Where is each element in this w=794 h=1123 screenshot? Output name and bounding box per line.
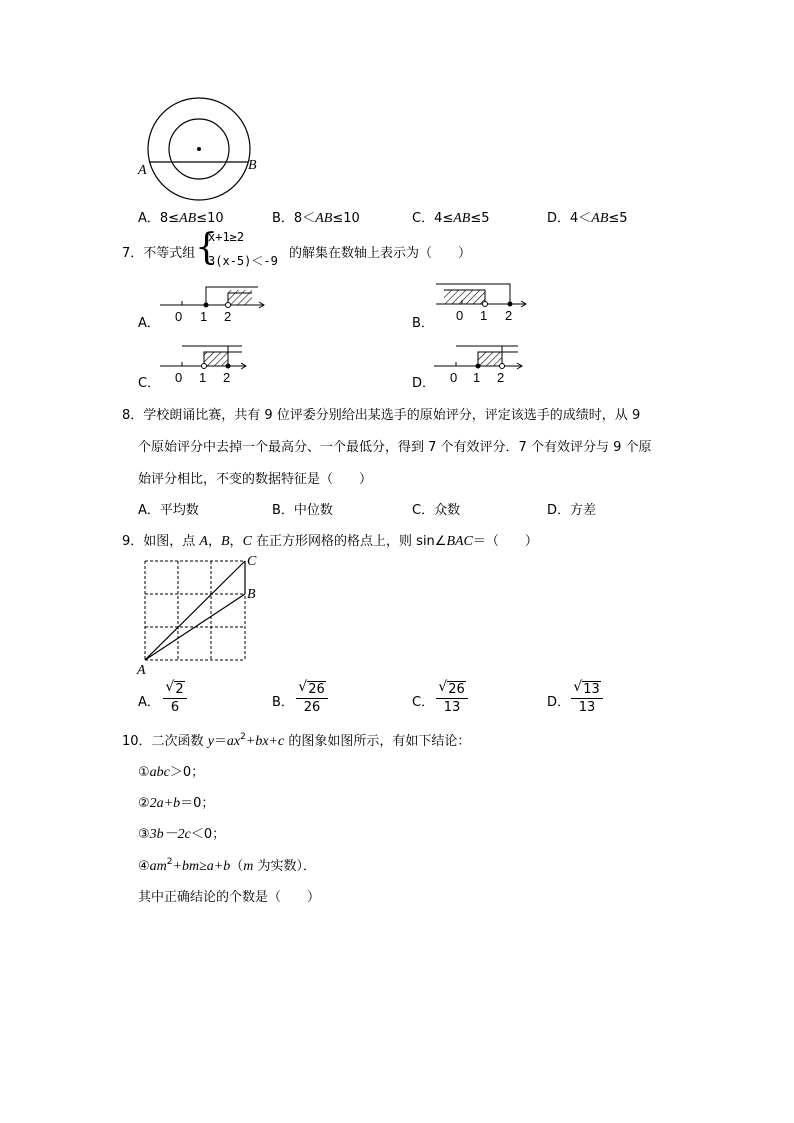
relation: ＜0； — [190, 827, 226, 842]
q9-stem — [122, 530, 538, 550]
tick-label-2: 2 — [224, 309, 232, 324]
q7-inequality-2: 3(x-5)＜-9 — [208, 254, 278, 268]
solution-hatch — [204, 352, 228, 366]
q6-option-a[interactable] — [138, 207, 224, 227]
option-label: D． — [547, 503, 571, 518]
q10-question-footer: 其中正确结论的个数是（ ） — [138, 890, 321, 905]
stem-text: ， — [229, 534, 243, 549]
q10-conclusion-2 — [138, 792, 214, 812]
point-b-label: B — [247, 587, 256, 602]
circled-number: ② — [138, 796, 150, 811]
open-dot — [500, 364, 505, 369]
option-var: AB — [315, 211, 333, 226]
option-text: 中位数 — [293, 503, 333, 518]
denominator: 13 — [443, 700, 461, 715]
expression: 3b－2c — [149, 827, 191, 842]
tick-label-1: 1 — [199, 370, 207, 385]
expression: am — [149, 859, 167, 874]
stem-text: 10．二次函数 — [122, 734, 208, 749]
radicand: 26 — [308, 682, 325, 697]
tick-label-1: 1 — [200, 309, 208, 324]
stem-text: ＝ — [213, 734, 227, 749]
option-var: AB — [453, 211, 471, 226]
stem-text: 9．如图，点 — [122, 534, 200, 549]
solution-hatch — [228, 290, 252, 305]
q7-brace: { — [195, 227, 218, 268]
open-dot — [202, 364, 207, 369]
q7-inequality-1: x+1≥2 — [208, 230, 245, 244]
point-a-label: A — [137, 663, 146, 676]
point-b-label: B — [248, 158, 257, 173]
option-text: ≤5 — [470, 211, 490, 226]
q10-stem — [122, 730, 470, 750]
q8-option-c[interactable] — [412, 499, 460, 518]
q6-option-d[interactable] — [547, 207, 628, 227]
q8-option-a[interactable] — [138, 499, 199, 518]
closed-dot — [508, 302, 513, 307]
q7-option-b-numberline — [432, 281, 532, 325]
relation: ＞0； — [169, 765, 205, 780]
var: y — [207, 734, 214, 749]
segment-ac — [145, 561, 245, 660]
radicand: 2 — [175, 682, 184, 697]
sqrt-icon: √ — [438, 679, 448, 695]
q10-conclusion-3 — [138, 823, 225, 843]
q10-conclusion-4 — [138, 855, 316, 875]
q7-option-b-label[interactable]: B． — [412, 316, 434, 331]
option-label: C． — [412, 503, 435, 518]
denominator: 13 — [578, 700, 596, 715]
option-label: B． — [272, 211, 294, 226]
denominator: 6 — [170, 700, 180, 715]
q9-option-b-label[interactable]: B． — [272, 695, 294, 710]
solution-hatch — [478, 352, 502, 366]
q9-option-c-label[interactable]: C． — [412, 695, 435, 710]
stem-text: 在正方形网格的格点上，则 sin∠ — [251, 534, 447, 549]
var: A — [199, 534, 208, 549]
q9-option-c-fraction — [432, 679, 472, 716]
sqrt-icon: √ — [573, 679, 583, 695]
circled-number: ④ — [138, 859, 150, 874]
option-text: ≤5 — [608, 211, 628, 226]
q6-option-c[interactable] — [412, 207, 490, 227]
q7-option-a-numberline — [160, 283, 270, 325]
tick-label-2: 2 — [223, 370, 231, 385]
q6-option-b[interactable] — [272, 207, 360, 227]
q7-option-d-label[interactable]: D． — [412, 376, 436, 391]
closed-dot — [226, 364, 231, 369]
closed-dot — [476, 364, 481, 369]
q10-conclusion-1 — [138, 761, 204, 781]
tick-label-2: 2 — [497, 370, 505, 385]
expression: +bm≥a+b — [172, 859, 231, 874]
expression: abc — [149, 765, 170, 780]
option-text: 8＜ — [293, 211, 316, 226]
stem-text: ， — [207, 534, 221, 549]
option-label: A． — [138, 503, 160, 518]
radicand: 26 — [448, 682, 465, 697]
var: m — [243, 859, 254, 874]
q9-grid-figure — [135, 552, 265, 676]
option-text: 方差 — [570, 503, 597, 518]
option-label: C． — [412, 211, 435, 226]
circled-number: ③ — [138, 827, 150, 842]
sqrt-icon: √ — [165, 679, 175, 695]
q9-option-a-label[interactable]: A． — [138, 695, 160, 710]
tick-label-0: 0 — [175, 370, 183, 385]
point-a-label: A — [138, 163, 147, 178]
q7-option-c-label[interactable]: C． — [138, 376, 161, 391]
q8-option-b[interactable] — [272, 499, 333, 518]
var: +bx+c — [245, 734, 285, 749]
open-dot — [226, 303, 231, 308]
option-var: AB — [591, 211, 609, 226]
q7-option-d-numberline — [432, 342, 532, 386]
center-dot — [197, 147, 201, 151]
q8-option-d[interactable] — [547, 499, 596, 518]
q9-option-d-label[interactable]: D． — [547, 695, 571, 710]
q8-stem-line-2: 个原始评分中去掉一个最高分、一个最低分，得到 7 个有效评分．7 个有效评分与 9 个原 — [138, 440, 652, 455]
q7-stem-start: 7．不等式组 — [122, 246, 196, 261]
stem-text: （ — [230, 859, 244, 874]
q6-circles-figure — [130, 90, 270, 205]
solution-hatch — [444, 290, 485, 304]
point-c-label: C — [247, 554, 257, 569]
option-var: AB — [179, 211, 197, 226]
option-text: 4≤ — [434, 211, 454, 226]
q8-stem-line-3: 始评分相比，不变的数据特征是（ ） — [138, 472, 373, 487]
stem-text: 为实数）． — [253, 859, 316, 874]
q7-option-a-label[interactable]: A． — [138, 316, 160, 331]
q7-stem-end: 的解集在数轴上表示为（ ） — [289, 246, 472, 261]
stem-text: ＝（ ） — [472, 534, 538, 549]
tick-label-0: 0 — [450, 370, 458, 385]
relation: ＝0； — [180, 796, 215, 811]
closed-dot — [204, 303, 209, 308]
option-text: 4＜ — [570, 211, 592, 226]
tick-label-0: 0 — [175, 309, 183, 324]
var: BAC — [446, 534, 473, 549]
q9-option-d-fraction — [567, 679, 607, 716]
q9-option-b-fraction — [292, 679, 332, 716]
var: C — [242, 534, 252, 549]
expression: 2a+b — [149, 796, 181, 811]
stem-text: 的图象如图所示，有如下结论： — [284, 734, 471, 749]
exponent: 2 — [166, 857, 173, 867]
sqrt-icon: √ — [298, 679, 308, 695]
open-dot — [483, 302, 488, 307]
tick-label-1: 1 — [473, 370, 481, 385]
tick-label-2: 2 — [505, 308, 513, 323]
q8-stem-line-1: 8．学校朗诵比赛，共有 9 位评委分别给出某选手的原始评分，评定该选手的成绩时，从 9 — [122, 408, 641, 423]
q9-option-a-fraction — [158, 679, 192, 716]
option-text: 平均数 — [159, 503, 199, 518]
option-label: A． — [138, 211, 160, 226]
option-text: 8≤ — [159, 211, 180, 226]
denominator: 26 — [303, 700, 321, 715]
var: B — [220, 534, 230, 549]
option-text: ≤10 — [332, 211, 360, 226]
option-text: 众数 — [434, 503, 461, 518]
radicand: 13 — [583, 682, 600, 697]
option-text: ≤10 — [196, 211, 224, 226]
exponent: 2 — [240, 732, 246, 742]
option-label: D． — [547, 211, 571, 226]
tick-label-1: 1 — [480, 308, 488, 323]
var: ax — [226, 734, 241, 749]
tick-label-0: 0 — [456, 308, 464, 323]
q7-option-c-numberline — [160, 342, 260, 386]
circled-number: ① — [138, 765, 150, 780]
option-label: B． — [272, 503, 294, 518]
